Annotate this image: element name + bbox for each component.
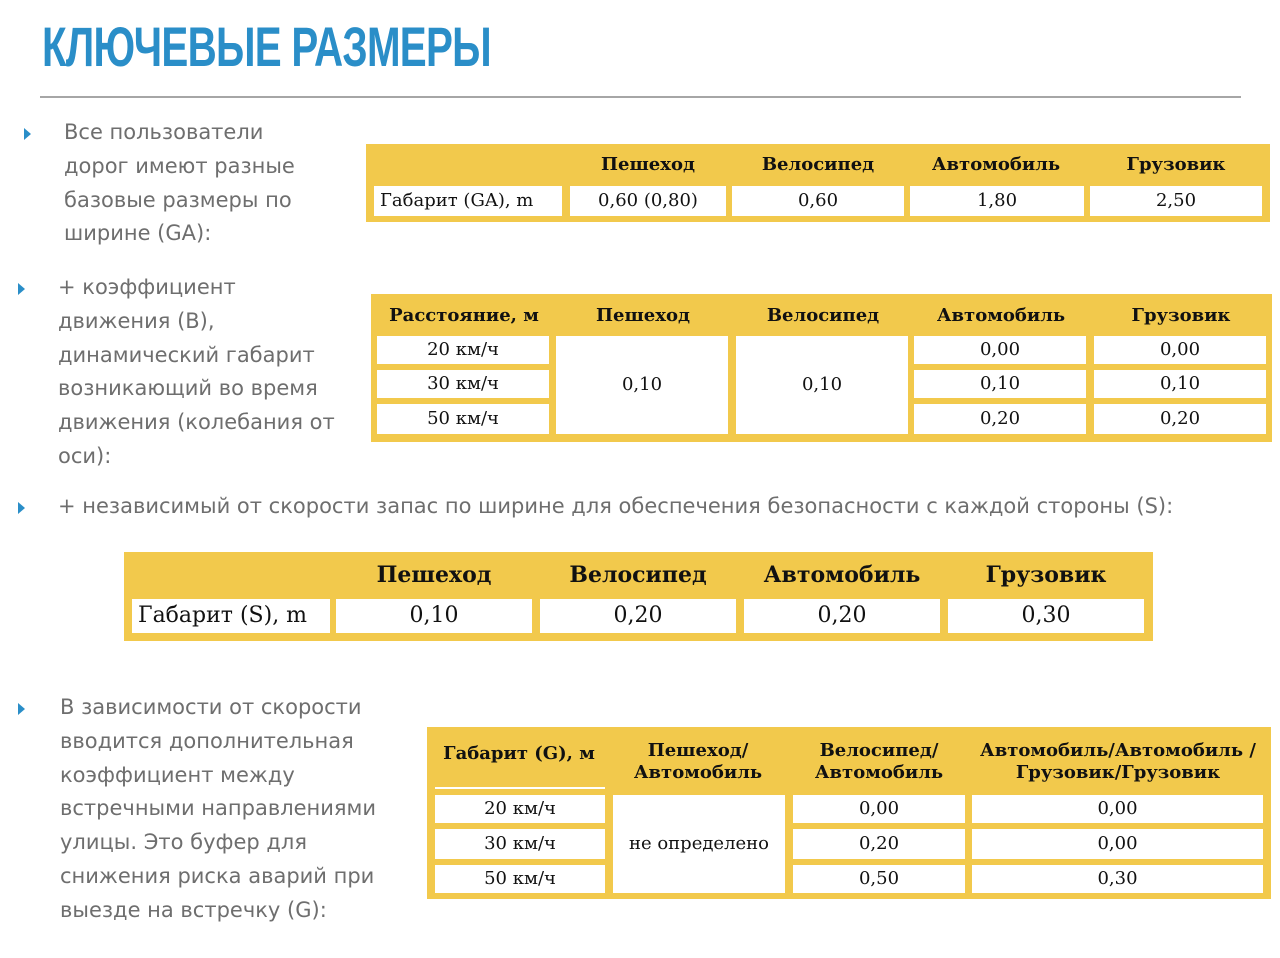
bullet-arrow-icon	[18, 502, 25, 514]
column-header: Автомобиль	[936, 304, 1066, 326]
row-label: 20 км/ч	[377, 336, 549, 364]
page-title: КЛЮЧЕВЫЕ РАЗМЕРЫ	[42, 15, 491, 78]
column-header: Пешеход/ Автомобиль	[633, 739, 763, 783]
table-cell: 0,10	[914, 370, 1086, 398]
text-line: снижения риска аварий при	[60, 863, 375, 888]
table-cell: 0,20	[1094, 404, 1266, 434]
title-divider	[40, 96, 1241, 98]
column-header: Пешеход	[601, 153, 695, 175]
merged-cell: 0,10	[556, 336, 728, 434]
column-header: Велосипед	[766, 304, 880, 326]
text-line: вводится дополнительная	[60, 728, 354, 753]
row-label: 50 км/ч	[435, 865, 605, 893]
merged-cell: не определено	[613, 795, 785, 893]
text-line: дорог имеют разные	[64, 153, 295, 178]
column-header: Пешеход	[376, 562, 492, 589]
table-cell: 0,20	[914, 404, 1086, 434]
row-label: Габарит (GA), m	[374, 186, 562, 216]
text-line: коэффициент между	[60, 762, 295, 787]
text-line: ширине (GA):	[64, 221, 212, 246]
text-line: В зависимости от скорости	[60, 695, 362, 719]
text-line: базовые размеры по	[64, 187, 292, 212]
table-oncoming-g	[427, 727, 1271, 899]
text-line: движения (колебания от	[58, 410, 335, 435]
text-line: возникающий во время	[58, 376, 318, 401]
column-header: Автомобиль	[763, 562, 921, 589]
table-dynamic-b	[371, 294, 1272, 442]
table-cell: 0,00	[972, 795, 1263, 823]
table-cell: 0,00	[914, 336, 1086, 364]
table-cell: 0,00	[793, 795, 965, 823]
table-cell: 0,60	[732, 186, 904, 216]
text-line: оси):	[58, 443, 112, 468]
column-header: Грузовик	[985, 562, 1107, 589]
table-cell: 0,00	[1094, 336, 1266, 364]
column-header: Грузовик	[1131, 304, 1231, 326]
header-underline	[435, 787, 605, 789]
paragraph-dynamic-width	[58, 271, 335, 474]
table-base-width-ga	[366, 144, 1270, 222]
column-header: Габарит (G), м	[443, 742, 595, 764]
column-header: Автомобиль	[931, 153, 1061, 175]
table-cell: 0,00	[972, 829, 1263, 859]
column-header: Пешеход	[596, 304, 690, 326]
bullet-arrow-icon	[24, 128, 31, 140]
paragraph-oncoming-buffer	[60, 691, 376, 928]
text-line: выезде на встречку (G):	[60, 897, 327, 922]
paragraph-safety-margin: + независимый от скорости запас по ширине для обеспечения безопасности с каждой стороны (S):	[58, 494, 1174, 518]
bullet-arrow-icon	[18, 703, 25, 715]
row-label: 50 км/ч	[377, 404, 549, 434]
column-header: Расстояние, м	[389, 304, 539, 326]
table-cell: 0,10	[336, 599, 532, 633]
table-cell: 0,20	[540, 599, 736, 633]
bullet-arrow-icon	[18, 283, 25, 295]
text-line: + коэффициент	[58, 275, 236, 299]
column-header: Велосипед	[569, 562, 707, 589]
paragraph-base-width	[64, 116, 295, 251]
row-label: 30 км/ч	[435, 829, 605, 859]
table-cell: 0,30	[972, 865, 1263, 893]
table-cell: 0,10	[1094, 370, 1266, 398]
column-header: Велосипед/ Автомобиль	[814, 739, 944, 783]
column-header: Грузовик	[1126, 153, 1226, 175]
text-line: движения (B),	[58, 308, 215, 333]
text-line: динамический габарит	[58, 342, 315, 367]
table-cell: 0,20	[793, 829, 965, 859]
text-line: улицы. Это буфер для	[60, 830, 307, 855]
row-label: 30 км/ч	[377, 370, 549, 398]
merged-cell: 0,10	[736, 336, 908, 434]
text-line: Все пользователи	[64, 120, 264, 144]
row-label: Габарит (S), m	[132, 599, 330, 633]
table-safety-s	[124, 552, 1153, 641]
column-header: Автомобиль/Автомобиль /Грузовик/Грузовик	[980, 739, 1256, 783]
table-cell: 2,50	[1090, 186, 1262, 216]
column-header: Велосипед	[761, 153, 875, 175]
table-cell: 0,30	[948, 599, 1144, 633]
table-cell: 0,20	[744, 599, 940, 633]
text-line: встречными направлениями	[60, 796, 377, 821]
table-cell: 0,50	[793, 865, 965, 893]
row-label: 20 км/ч	[435, 795, 605, 823]
table-cell: 1,80	[910, 186, 1084, 216]
table-cell: 0,60 (0,80)	[570, 186, 726, 216]
